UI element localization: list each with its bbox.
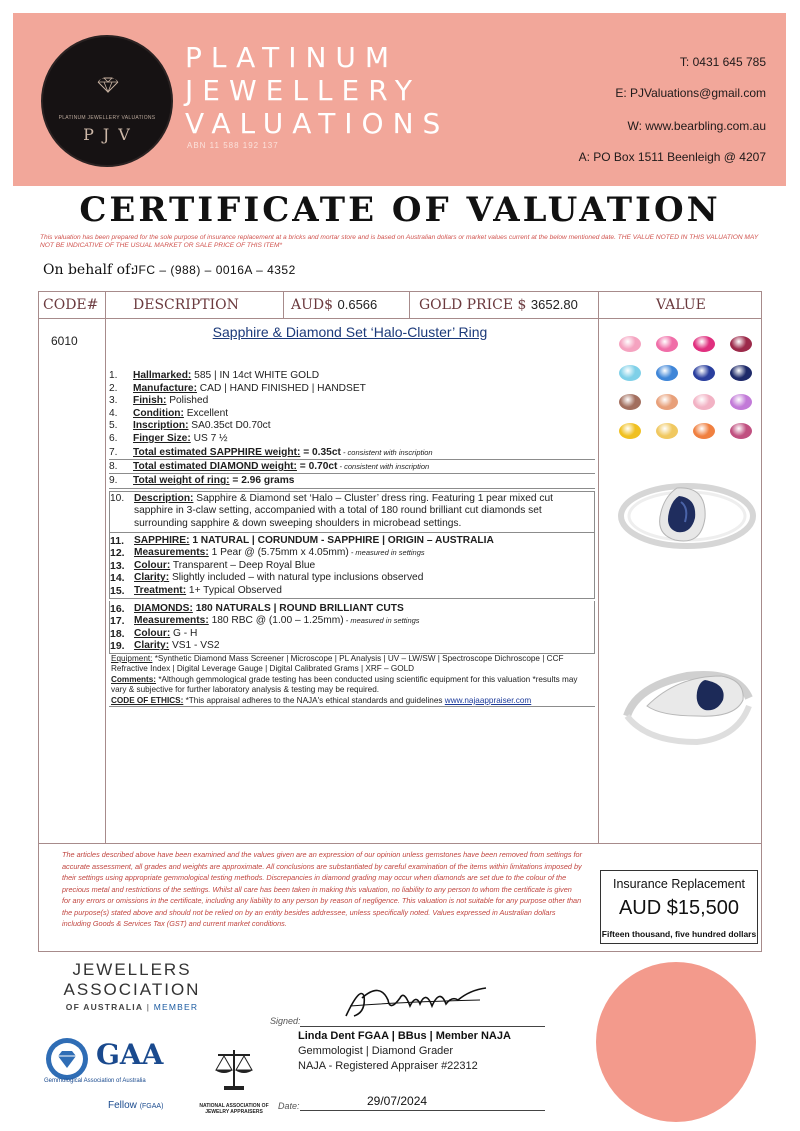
row-number: 1. bbox=[109, 370, 118, 381]
email[interactable]: E: PJValuations@gmail.com bbox=[615, 86, 766, 100]
gem-swatch bbox=[619, 336, 641, 352]
row-label: Manufacture: bbox=[133, 382, 197, 394]
signature-line bbox=[300, 1026, 545, 1027]
code-header: CODE# bbox=[43, 297, 99, 313]
row-text bbox=[133, 460, 595, 473]
row-note: - consistent with inscription bbox=[340, 447, 433, 457]
signer-registration: NAJA - Registered Appraiser #22312 bbox=[298, 1060, 478, 1072]
row-label: Finish: bbox=[133, 395, 167, 407]
row-text bbox=[134, 615, 594, 628]
detail-row bbox=[110, 628, 594, 641]
detail-row bbox=[109, 383, 595, 396]
row-value: VS1 - VS2 bbox=[169, 640, 220, 652]
brand-line-1: PLATINUM bbox=[185, 41, 399, 74]
row-text bbox=[134, 603, 594, 616]
detail-row bbox=[110, 535, 594, 548]
brand-line-2: JEWELLERY bbox=[185, 74, 421, 107]
insurance-value: AUD $15,500 bbox=[618, 897, 740, 919]
brand-line-3: VALUATIONS bbox=[185, 107, 450, 140]
row-value: 180 NATURALS | ROUND BRILLIANT CUTS bbox=[192, 602, 404, 614]
equipment-text: *Synthetic Diamond Mass Screener | Microscope | PL Analysis | UV – LW/SW | Spectroscope Dichroscope | CCF Refractive Index | Digital Leverage Gauge | Digital Calibrated Grams | XRF – GOLD bbox=[111, 653, 564, 674]
row-number: 12. bbox=[110, 547, 125, 560]
abn: ABN 11 588 192 137 bbox=[187, 141, 279, 150]
col-divider bbox=[283, 292, 284, 318]
row-label: Measurements: bbox=[134, 615, 209, 627]
certificate-title: CERTIFICATE OF VALUATION bbox=[79, 190, 721, 230]
certificate-date: 29/07/2024 bbox=[367, 1094, 428, 1108]
gem-swatch bbox=[656, 394, 678, 410]
row-text bbox=[134, 547, 594, 560]
detail-row bbox=[110, 547, 594, 560]
date-line bbox=[300, 1110, 545, 1111]
col-divider bbox=[598, 292, 599, 843]
gem-swatch bbox=[730, 365, 752, 381]
signed-label: Signed: bbox=[270, 1016, 301, 1026]
gem-swatch bbox=[656, 423, 678, 439]
detail-row bbox=[110, 572, 594, 585]
diamond-icon bbox=[97, 77, 119, 93]
row-number: 15. bbox=[110, 584, 125, 597]
gem-swatch bbox=[730, 423, 752, 439]
signer-name: Linda Dent FGAA | BBus | Member NAJA bbox=[298, 1030, 511, 1042]
gem-swatch bbox=[730, 336, 752, 352]
row-label: DIAMONDS: bbox=[134, 602, 193, 614]
row-number: 9. bbox=[109, 475, 118, 487]
gem-swatch bbox=[656, 365, 678, 381]
basic-details bbox=[109, 370, 595, 489]
row-value: Sapphire & Diamond set ‘Halo – Cluster’ dress ring. Featuring 1 pear mixed cut sapphire in 3-claw setting, accompanied with a total of 180 round brilliant cut diamonds set surrounding sapphire & down sweeping shoulders in microbead settings. bbox=[134, 492, 553, 529]
detail-row bbox=[110, 560, 594, 573]
row-text bbox=[134, 535, 594, 548]
row-number: 18. bbox=[110, 627, 125, 640]
gold-header bbox=[419, 292, 578, 318]
row-value: Slightly included – with natural type inclusions observed bbox=[169, 572, 424, 584]
row-number: 14. bbox=[110, 572, 125, 585]
row-value: Excellent bbox=[183, 407, 229, 419]
equipment-block bbox=[109, 654, 595, 708]
row-number: 5. bbox=[109, 420, 118, 432]
gaa-logo bbox=[44, 1036, 164, 1087]
row-value: 585 | IN 14ct WHITE GOLD bbox=[191, 370, 320, 381]
naja-link[interactable]: www.najaappraiser.com bbox=[444, 695, 532, 705]
row-text bbox=[133, 433, 595, 446]
behalf-reference: JFC – (988) – 0016A – 4352 bbox=[132, 263, 296, 277]
row-label: Clarity: bbox=[134, 640, 170, 652]
date-label: Date: bbox=[278, 1101, 300, 1111]
row-label: Condition: bbox=[133, 407, 184, 419]
row-text bbox=[134, 493, 592, 531]
detail-row bbox=[110, 585, 594, 598]
diamond-details bbox=[109, 601, 595, 654]
handwritten-signature bbox=[340, 976, 490, 1024]
insurance-title: Insurance Replacement bbox=[612, 877, 746, 891]
aud-label: AUD$ bbox=[291, 297, 334, 313]
row-label: Description: bbox=[134, 492, 194, 504]
detail-row bbox=[109, 408, 595, 421]
row-number: 3. bbox=[109, 395, 118, 407]
row-value: Transparent – Deep Royal Blue bbox=[170, 559, 316, 571]
insurance-replacement-box bbox=[600, 870, 758, 944]
signer-role: Gemmologist | Diamond Grader bbox=[298, 1045, 454, 1057]
valuation-table bbox=[38, 291, 762, 844]
row-number: 6. bbox=[109, 432, 118, 444]
row-note: - measured in settings bbox=[348, 548, 425, 558]
logo-monogram: PJV bbox=[83, 125, 139, 144]
comments-text: *Although gemmological grade testing has been conducted using scientific equipment for this valuation *results may vary & subjective for further laboratory analysis & testing may be required. bbox=[111, 674, 578, 695]
ethics-text: *This appraisal adheres to the NAJA's ethical standards and guidelines bbox=[183, 695, 445, 705]
fellow-label: Fellow bbox=[108, 1100, 137, 1111]
ja-line-3: OF AUSTRALIA | MEMBER bbox=[65, 1002, 199, 1012]
comments-label: Comments: bbox=[111, 674, 157, 684]
fellow-abbr: (FGAA) bbox=[139, 1103, 164, 1110]
row-value: 180 RBC @ (1.00 – 1.25mm) bbox=[208, 615, 344, 627]
ethics-label: CODE OF ETHICS: bbox=[111, 695, 184, 705]
description-header: DESCRIPTION bbox=[133, 297, 239, 313]
gem-swatch bbox=[693, 336, 715, 352]
detail-row bbox=[109, 370, 595, 383]
item-details bbox=[109, 370, 595, 707]
row-text bbox=[134, 572, 594, 585]
row-text bbox=[133, 446, 595, 459]
row-label: Colour: bbox=[134, 559, 171, 571]
ja-line-1: JEWELLERS bbox=[72, 960, 192, 979]
gem-swatch bbox=[619, 423, 641, 439]
phone: T: 0431 645 785 bbox=[679, 55, 766, 69]
gem-swatch bbox=[693, 394, 715, 410]
gaa-full-name: Gemmological Association of Australia bbox=[44, 1078, 146, 1084]
row-text bbox=[134, 640, 594, 653]
row-label: Treatment: bbox=[134, 584, 187, 596]
naja-logo bbox=[194, 1044, 274, 1115]
terms-statement: The articles described above have been examined and the values given are an expression of our opinion unless gemstones have been removed from settings for accurate assessment, all grades and weights are approximate. All conclusions are substantiated by careful examination of the items within limitations imposed by their settings using appropriate gemmological testing methods. Discrepancies in diamond grading may occur when diamonds are set due to the colour of the precious metal and restrictions of the settings. Whilst all care has been taken in making this valuation, no liability to any person to whom the certificate is given for any errors or omissions in the certificate, including any liability to any person by reason of negligence. This valuation is not suitable for any purpose other than the purpose(s) stated above and should not be relied on by an entity besides addressee, unless specifically noted. Values expressed in Australian dollars including Goods & Services Tax (GST) and current market conditions. bbox=[62, 850, 583, 928]
equipment-label: Equipment: bbox=[111, 653, 153, 663]
gaa-wordmark: GAA bbox=[96, 1038, 164, 1071]
col-divider bbox=[105, 292, 106, 843]
row-label: Total weight of ring: bbox=[133, 475, 230, 487]
description-row bbox=[109, 491, 595, 533]
gem-swatch bbox=[693, 423, 715, 439]
row-number: 11. bbox=[110, 534, 125, 547]
gem-swatch bbox=[693, 365, 715, 381]
row-number: 7. bbox=[109, 446, 118, 458]
header-divider bbox=[39, 318, 761, 319]
row-text bbox=[133, 370, 595, 383]
row-value: Polished bbox=[166, 395, 209, 407]
detail-row bbox=[110, 603, 594, 616]
row-value: 1 Pear @ (5.75mm x 4.05mm) bbox=[208, 547, 349, 559]
row-label: Total estimated SAPPHIRE weight: bbox=[133, 446, 301, 458]
ja-country: OF AUSTRALIA bbox=[65, 1002, 144, 1012]
gem-swatch bbox=[619, 394, 641, 410]
col-divider bbox=[409, 292, 410, 318]
gold-price: 3652.80 bbox=[530, 297, 578, 312]
detail-row bbox=[109, 474, 595, 488]
row-text bbox=[134, 560, 594, 573]
row-text bbox=[134, 628, 594, 641]
row-number: 8. bbox=[109, 460, 118, 472]
row-number: 13. bbox=[110, 559, 125, 572]
row-value: 1 NATURAL | CORUNDUM - SAPPHIRE | ORIGIN – AUSTRALIA bbox=[189, 534, 494, 546]
aud-header bbox=[291, 292, 377, 318]
row-value: G - H bbox=[170, 627, 198, 639]
row-value: = 2.96 grams bbox=[229, 475, 295, 487]
row-note: - consistent with inscription bbox=[337, 461, 430, 471]
row-note: - measured in settings bbox=[343, 616, 420, 626]
row-number: 10. bbox=[110, 492, 125, 504]
row-label: Clarity: bbox=[134, 572, 170, 584]
fellow-credential bbox=[108, 1100, 163, 1111]
website[interactable]: W: www.bearbling.com.au bbox=[627, 119, 766, 133]
item-title: Sapphire & Diamond Set ‘Halo-Cluster’ Ring bbox=[212, 324, 488, 340]
row-label: Finger Size: bbox=[133, 432, 191, 444]
detail-row bbox=[109, 460, 595, 474]
row-label: Total estimated DIAMOND weight: bbox=[133, 460, 297, 472]
detail-row bbox=[109, 395, 595, 408]
sapphire-details bbox=[109, 533, 595, 599]
gem-swatch bbox=[730, 394, 752, 410]
ja-member: MEMBER bbox=[153, 1002, 199, 1012]
detail-row bbox=[109, 446, 595, 460]
row-value: US 7 ½ bbox=[190, 432, 228, 444]
detail-row bbox=[109, 433, 595, 446]
gem-swatch bbox=[619, 365, 641, 381]
gaa-emblem-icon bbox=[44, 1036, 90, 1082]
pjv-logo bbox=[41, 35, 173, 167]
row-value: 1+ Typical Observed bbox=[186, 584, 282, 596]
row-label: Inscription: bbox=[133, 420, 189, 432]
ring-top-view-image bbox=[617, 468, 757, 560]
brand-name bbox=[185, 41, 449, 140]
ja-line-2: ASSOCIATION bbox=[63, 980, 201, 999]
value-header: VALUE bbox=[656, 297, 706, 313]
detail-row bbox=[110, 615, 594, 628]
detail-row bbox=[109, 420, 595, 433]
row-label: Measurements: bbox=[134, 547, 209, 559]
item-code: 6010 bbox=[51, 334, 78, 348]
jewellers-association-logo bbox=[52, 960, 212, 1012]
row-value: CAD | HAND FINISHED | HANDSET bbox=[196, 382, 366, 394]
row-label: SAPPHIRE: bbox=[134, 534, 190, 546]
gem-swatch bbox=[656, 336, 678, 352]
row-number: 16. bbox=[110, 602, 125, 615]
row-text bbox=[133, 383, 595, 396]
seal-stamp bbox=[596, 962, 756, 1122]
row-number: 2. bbox=[109, 382, 118, 394]
letterhead bbox=[13, 13, 786, 186]
aud-rate: 0.6566 bbox=[337, 297, 378, 312]
detail-row bbox=[110, 640, 594, 653]
behalf-label: On behalf of: bbox=[43, 262, 135, 278]
row-label: Colour: bbox=[134, 627, 171, 639]
gold-label: GOLD PRICE $ bbox=[419, 297, 527, 313]
row-text bbox=[133, 408, 595, 421]
row-value: = 0.70ct bbox=[296, 460, 338, 472]
row-text bbox=[133, 420, 595, 433]
row-value: SA0.35ct D0.70ct bbox=[188, 420, 271, 432]
row-text bbox=[134, 585, 594, 598]
row-text bbox=[133, 474, 595, 487]
row-number: 17. bbox=[110, 615, 125, 628]
row-value: = 0.35ct bbox=[300, 446, 341, 458]
postal-address: A: PO Box 1511 Beenleigh @ 4207 bbox=[578, 150, 766, 164]
ring-side-view-image bbox=[617, 646, 757, 756]
row-number: 19. bbox=[110, 640, 125, 653]
insurance-value-words: Fifteen thousand, five hundred dollars bbox=[601, 929, 757, 939]
row-text bbox=[133, 395, 595, 408]
naja-name: NATIONAL ASSOCIATION OF JEWELRY APPRAISERS bbox=[199, 1103, 269, 1115]
logo-text: PLATINUM JEWELLERY VALUATIONS bbox=[58, 115, 156, 121]
valuation-disclaimer: This valuation has been prepared for the sole purpose of insurance replacement at a bricks and mortar store and is based on Australian dollars or market values current at the below mentioned date. THE VALUE NOTED IN THIS VALUATION MAY NOT BE INDICATIVE OF THE USUAL MARKET OR SALE PRICE OF THIS ITEM* bbox=[40, 234, 759, 249]
row-label: Hallmarked: bbox=[133, 370, 192, 381]
scales-of-justice-icon bbox=[212, 1044, 256, 1094]
row-number: 4. bbox=[109, 407, 118, 419]
